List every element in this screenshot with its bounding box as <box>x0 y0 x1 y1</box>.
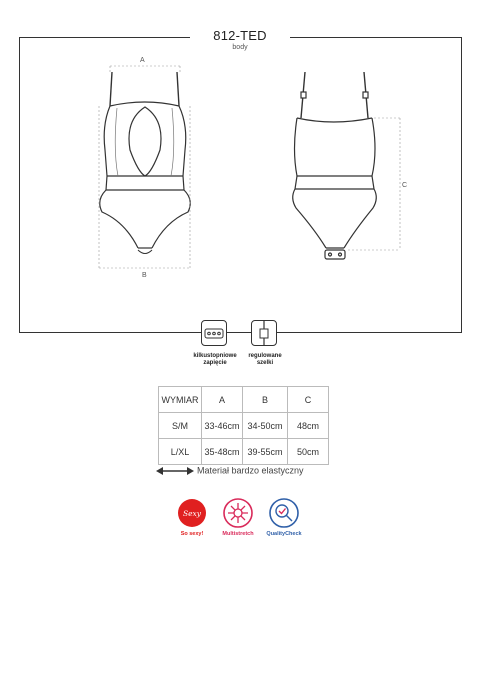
svg-text:Sexy: Sexy <box>182 509 202 518</box>
table-header-cell: C <box>288 387 329 413</box>
table-row <box>159 439 329 465</box>
badge-label-so-sexy: So sexy! <box>180 531 204 537</box>
table-cell: S/M <box>159 413 202 439</box>
dimension-label-a: A <box>140 57 145 64</box>
table-header-cell: B <box>243 387 288 413</box>
feature-label-clasp: kilkustopniowe zapięcie <box>193 353 237 366</box>
material-note <box>197 465 304 476</box>
model-name: 812-TED <box>213 28 267 43</box>
feature-label-straps: regulowane szelki <box>248 353 282 366</box>
dimension-label-c: C <box>402 182 408 189</box>
table-cell: 34-50cm <box>243 413 288 439</box>
size-table <box>158 386 329 465</box>
table-cell: L/XL <box>159 439 202 465</box>
table-header-row <box>159 387 329 413</box>
badge-label-quality-check: QualityCheck <box>266 531 302 537</box>
table-cell: 39-55cm <box>243 439 288 465</box>
table-cell: 33-46cm <box>202 413 243 439</box>
badge-label-multistretch: Multistretch <box>222 531 254 537</box>
table-cell: 50cm <box>288 439 329 465</box>
dimension-label-b: B <box>142 272 147 279</box>
table-header-cell: A <box>202 387 243 413</box>
product-type: body <box>232 44 248 51</box>
table-cell: 35-48cm <box>202 439 243 465</box>
table-cell: 48cm <box>288 413 329 439</box>
material-text: Materiał bardzo elastyczny <box>197 465 304 476</box>
table-row <box>159 413 329 439</box>
table-header-cell: WYMIAR <box>159 387 202 413</box>
